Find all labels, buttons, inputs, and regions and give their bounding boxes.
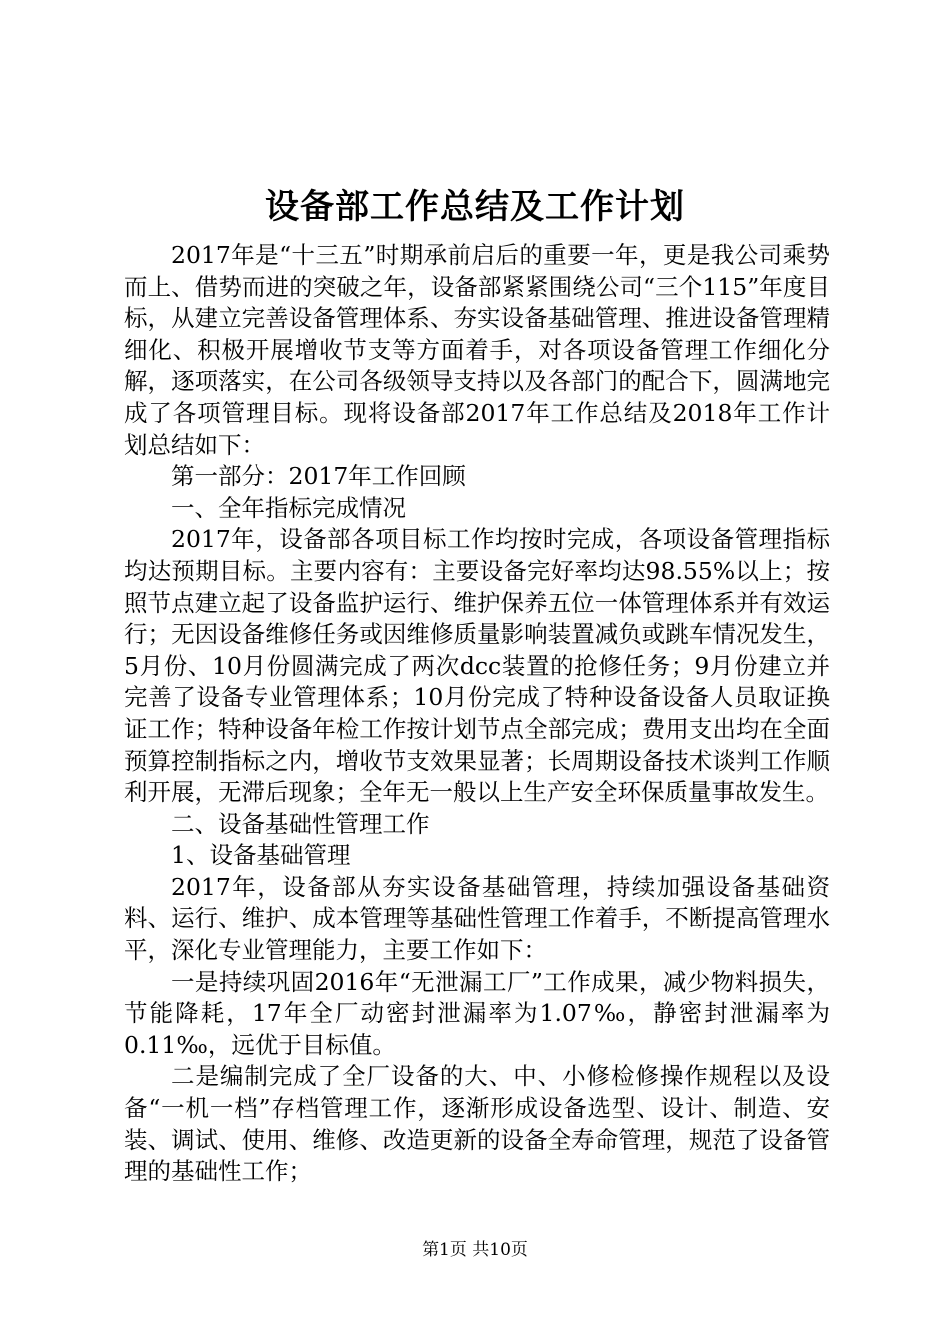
heading-section-one: 一、全年指标完成情况: [171, 493, 406, 522]
page-number-footer: 第1页 共10页: [422, 1240, 528, 1260]
heading-part-one: 第一部分：2017年工作回顾: [171, 462, 466, 491]
document-title: 设备部工作总结及工作计划: [265, 187, 685, 227]
heading-subsection-one: 1、设备基础管理: [171, 841, 351, 870]
heading-section-two: 二、设备基础性管理工作: [171, 809, 430, 838]
paragraph-intro: 2017年是“十三五”时期承前启后的重要一年，更是我公司乘势而上、借势而进的突破之年，设备部紧紧围绕公司“三个115”年度目标，从建立完善设备管理体系、夯实设备基础管理、推进设备管理精细化、积极开展增收节支等方面着手，对各项设备管理工作细化分解，逐项落实，在公司各级领导支持以及各部门的配合下，圆满地完成了各项管理目标。现将设备部2017年工作总结及2018年工作计划总结如下：: [124, 241, 830, 459]
paragraph-indicators: 2017年，设备部各项目标工作均按时完成，各项设备管理指标均达预期目标。主要内容有：主要设备完好率均达98.55%以上；按照节点建立起了设备监护运行、维护保养五位一体管理体系并有效运行；无因设备维修任务或因维修质量影响装置减负或跳车情况发生，5月份、10月份圆满完成了两次dcc装置的抢修任务；9月份建立并完善了设备专业管理体系；10月份完成了特种设备设备人员取证换证工作；特种设备年检工作按计划节点全部完成；费用支出均在全面预算控制指标之内，增收节支效果显著；长周期设备技术谈判工作顺利开展，无滞后现象；全年无一般以上生产安全环保质量事故发生。: [124, 525, 830, 807]
paragraph-point-one: 一是持续巩固2016年“无泄漏工厂”工作成果，减少物料损失，节能降耗，17年全厂动密封泄漏率为1.07‰，静密封泄漏率为0.11‰，远优于目标值。: [124, 967, 830, 1059]
paragraph-point-two: 二是编制完成了全厂设备的大、中、小修检修操作规程以及设备“一机一档”存档管理工作，逐渐形成设备选型、设计、制造、安装、调试、使用、维修、改造更新的设备全寿命管理，规范了设备管理的基础性工作；: [124, 1062, 830, 1186]
document-body: [124, 240, 830, 1188]
paragraph-basic-management: 2017年，设备部从夯实设备基础管理，持续加强设备基础资料、运行、维护、成本管理等基础性管理工作着手，不断提高管理水平，深化专业管理能力，主要工作如下：: [124, 872, 830, 965]
